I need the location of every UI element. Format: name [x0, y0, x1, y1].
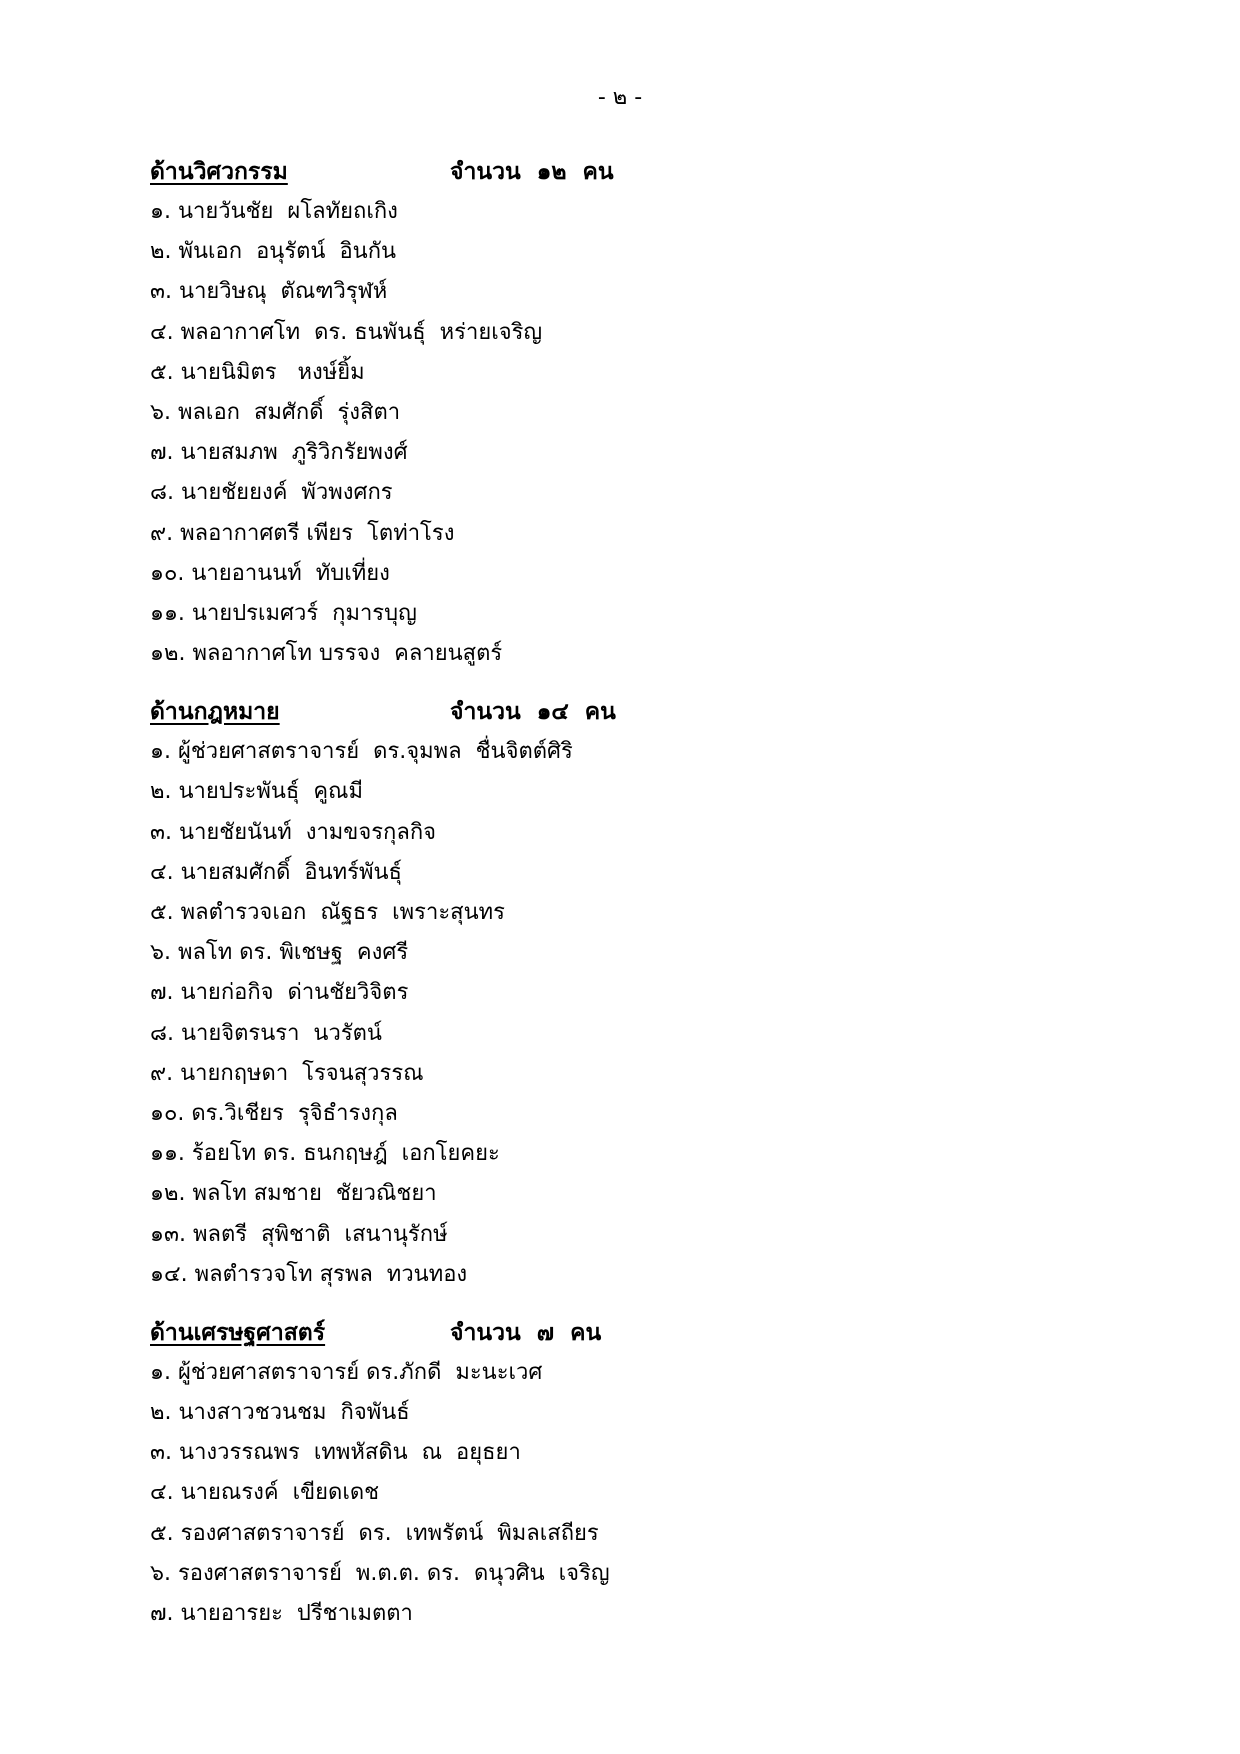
list-item: ๖. รองศาสตราจารย์ พ.ต.ต. ดร. ดนุวศิน เจริญ — [150, 1560, 610, 1586]
section-title: ด้านวิศวกรรม — [150, 159, 288, 185]
list-item: ๗. นายก่อกิจ ด่านชัยวิจิตร — [150, 980, 409, 1006]
list-item: ๓. นางวรรณพร เทพหัสดิน ณ อยุธยา — [150, 1440, 521, 1466]
list-item: ๑. นายวันชัย ผโลทัยถเกิง — [150, 199, 398, 224]
list-item: ๕. พลตำรวจเอก ณัฐธร เพราะสุนทร — [150, 900, 505, 925]
section-title: ด้านเศรษฐศาสตร์ — [150, 1319, 326, 1346]
member-list — [150, 192, 1150, 674]
list-item: ๑๒. พลอากาศโท บรรจง คลายนสูตร์ — [150, 641, 503, 667]
list-item: ๑๓. พลตรี สุพิชาติ เสนานุรักษ์ — [150, 1221, 448, 1247]
list-item: ๑๔. พลตำรวจโท สุรพล ทวนทอง — [150, 1261, 468, 1287]
list-item: ๑๐. นายอานนท์ ทับเที่ยง — [150, 560, 390, 586]
section-economics — [150, 1313, 1150, 1634]
section-header — [150, 1313, 1150, 1353]
page-number: - ๒ - — [597, 85, 643, 110]
list-item: ๖. พลเอก สมศักดิ์ รุ่งสิตา — [150, 399, 401, 425]
list-item: ๓. นายวิษณุ ตัณฑวิรุฬห์ — [150, 279, 388, 305]
section-header — [150, 692, 1150, 732]
list-item: ๖. พลโท ดร. พิเชษฐ คงศรี — [150, 940, 409, 966]
section-header — [150, 152, 1150, 192]
list-item: ๕. รองศาสตราจารย์ ดร. เทพรัตน์ พิมลเสถียร — [150, 1520, 599, 1546]
list-item: ๙. นายกฤษดา โรจนสุวรรณ — [150, 1060, 424, 1086]
section-count: จำนวน ๑๒ คน — [450, 159, 614, 185]
section-engineering — [150, 152, 1150, 674]
list-item: ๕. นายนิมิตร หงษ์ยิ้ม — [150, 359, 365, 385]
list-item: ๗. นายสมภพ ภูริวิกรัยพงศ์ — [150, 440, 408, 466]
list-item: ๔. นายณรงค์ เขียดเดช — [150, 1480, 380, 1506]
list-item: ๑. ผู้ช่วยศาสตราจารย์ ดร.ภักดี มะนะเวศ — [150, 1359, 543, 1385]
list-item: ๘. นายชัยยงค์ พัวพงศกร — [150, 480, 393, 506]
list-item: ๑๒. พลโท สมชาย ชัยวณิชยา — [150, 1181, 437, 1207]
list-item: ๑๑. นายปรเมศวร์ กุมารบุญ — [150, 600, 417, 626]
list-item: ๑๐. ดร.วิเชียร รุจิธำรงกุล — [150, 1100, 398, 1126]
section-title: ด้านกฎหมาย — [150, 699, 280, 726]
section-law — [150, 692, 1150, 1295]
section-count: จำนวน ๗ คน — [450, 1319, 602, 1346]
list-item: ๘. นายจิตรนรา นวรัตน์ — [150, 1020, 382, 1046]
list-item: ๒. พันเอก อนุรัตน์ อินกัน — [150, 239, 397, 265]
list-item: ๗. นายอารยะ ปรีชาเมตตา — [150, 1601, 413, 1626]
member-list — [150, 1353, 1150, 1634]
member-list — [150, 732, 1150, 1295]
list-item: ๒. นายประพันธุ์ คูณมี — [150, 779, 363, 805]
list-item: ๓. นายชัยนันท์ งามขจรกุลกิจ — [150, 819, 437, 845]
list-item: ๑๑. ร้อยโท ดร. ธนกฤษฎ์ เอกโยคยะ — [150, 1141, 500, 1167]
list-item: ๑. ผู้ช่วยศาสตราจารย์ ดร.จุมพล ชื่นจิตต์ศิริ — [150, 739, 573, 765]
list-item: ๔. พลอากาศโท ดร. ธนพันธุ์ หร่ายเจริญ — [150, 319, 543, 345]
document-body — [150, 152, 1150, 1634]
list-item: ๒. นางสาวชวนชม กิจพันธ์ — [150, 1400, 410, 1426]
section-count: จำนวน ๑๔ คน — [450, 699, 616, 726]
list-item: ๔. นายสมศักดิ์ อินทร์พันธุ์ — [150, 859, 402, 885]
list-item: ๙. พลอากาศตรี เพียร โตท่าโรง — [150, 520, 455, 546]
